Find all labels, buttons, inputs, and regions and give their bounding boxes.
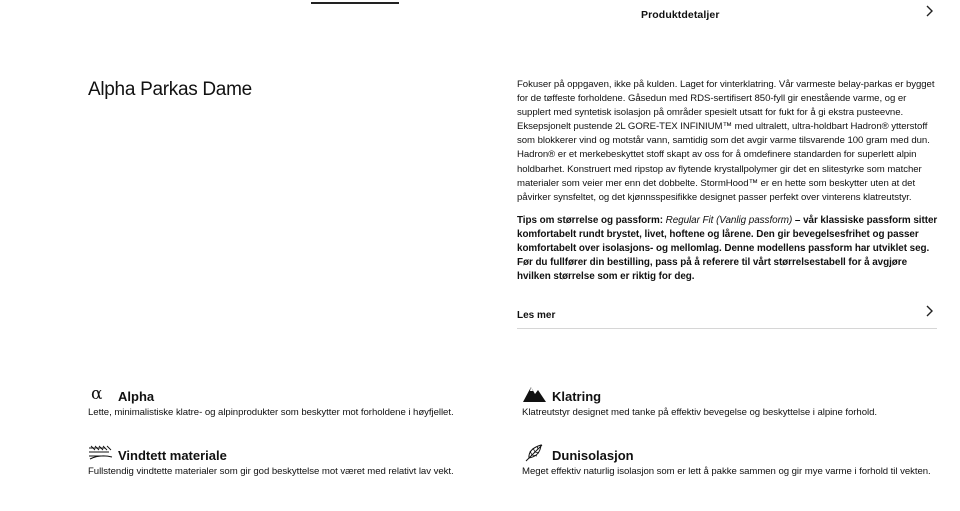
read-more-label: Les mer — [517, 310, 556, 321]
product-description: Fokuser på oppgaven, ikke på kulden. Laget for vinterklatring. Vår varmeste belay-parkas er bygget for de tøffeste forholdene. Gåsedun med RDS-sertifisert 850-fyll gir enestående varme, og er supplert med syntetisk isolasjon på områder spesielt utsatt for fukt for å gi ekstra pusteevne. Eksepsjonelt pustende 2L GORE-TEX INFINIUM™ med ultralett, ultra-holdbart Hadron® ytterstoff som blokkerer vind og motstår vann, samtidig som det avgir varme tilsvarende 100 gram med dun. Hadron® er et merkebeskyttet stoff skapt av oss for å omdefinere standarden for superlett alpin holdbarhet. Konstruert med ripstop av flytende krystallpolymer gir det en slitestyrke som matcher materialer som veier mer enn det dobbelte. StormHood™ er en hette som beskytter uten at det påvirker synsfeltet, og det kjønnsspesifikke designet passer perfekt over vinterens klatreutstyr. — [517, 79, 935, 203]
fit-type: Regular Fit (Vanlig passform) — [665, 215, 793, 226]
active-tab-indicator — [311, 2, 399, 4]
product-details-label: Produktdetaljer — [641, 9, 720, 21]
product-title: Alpha Parkas Dame — [88, 79, 252, 100]
feature-down-insulation — [522, 442, 952, 477]
feature-title: Klatring — [552, 389, 602, 404]
feature-description: Meget effektiv naturlig isolasjon som er lett å pakke sammen og gir mye varme i forhold til vekten. — [522, 466, 931, 477]
feature-windproof — [88, 442, 518, 477]
chevron-right-icon — [924, 305, 934, 317]
fit-tips — [517, 214, 942, 284]
product-details-toggle[interactable] — [517, 0, 937, 30]
feature-title: Dunisolasjon — [552, 448, 634, 463]
feature-title: Vindtett materiale — [118, 448, 227, 463]
feather-icon — [522, 442, 548, 464]
feature-alpha — [88, 383, 518, 418]
fit-tips-lead: Tips om størrelse og passform: — [517, 215, 666, 226]
feature-description: Klatreutstyr designet med tanke på effektiv bevegelse og beskyttelse i alpine forhold. — [522, 407, 877, 418]
fit-tips-body: – vår klassiske passform sitter komfortabelt rundt brystet, livet, hoftene og lårene. Den gir bevegelsesfrihet og passer komfortabelt over isolasjons- og mellomlag. Denne modellens passform har utviklet seg. Før du fullfører din bestilling, pass på å referere til vårt størrelsestabell for å avgjøre hvilken størrelse som er riktig for deg. — [517, 215, 938, 283]
read-more-toggle[interactable] — [517, 300, 937, 329]
feature-climbing — [522, 383, 952, 418]
feature-title: Alpha — [118, 389, 155, 404]
mountain-icon — [522, 383, 548, 405]
feature-description: Lette, minimalistiske klatre- og alpinprodukter som beskytter mot forholdene i høyfjellet. — [88, 407, 454, 418]
svg-text:α: α — [91, 384, 103, 404]
chevron-right-icon — [924, 5, 934, 17]
wind-icon — [88, 442, 114, 464]
feature-description: Fullstendig vindtette materialer som gir god beskyttelse mot været med relativt lav vekt. — [88, 466, 454, 477]
alpha-icon — [88, 383, 114, 405]
